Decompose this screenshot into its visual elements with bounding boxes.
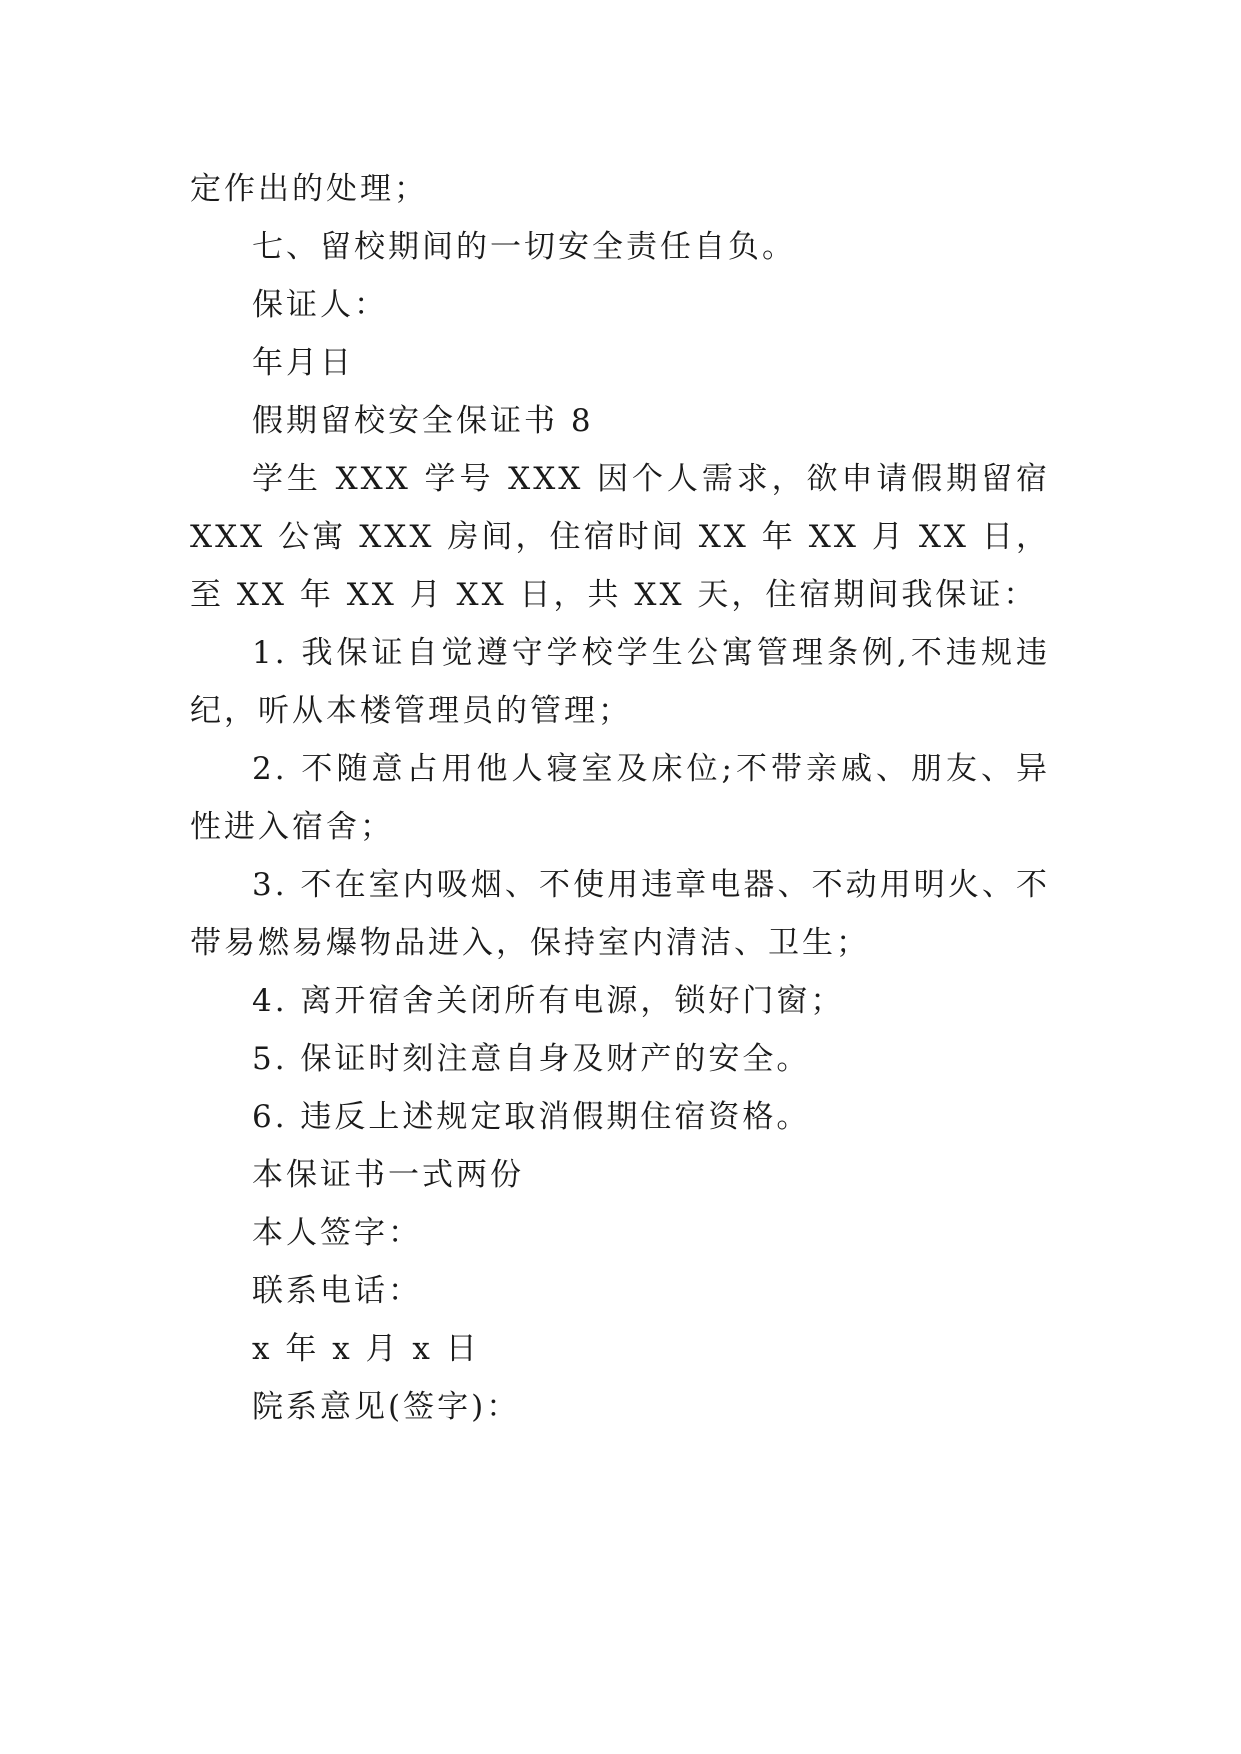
document-body <box>190 160 1050 1436</box>
paragraph-rule-seven: 七、留校期间的一切安全责任自负。 <box>252 229 796 265</box>
paragraph-item-2: 2. 不随意占用他人寝室及床位;不带亲戚、朋友、异性进入宿舍； <box>190 751 1050 845</box>
guarantor-label: 保证人： <box>252 287 388 323</box>
paragraph-application: 学生 XXX 学号 XXX 因个人需求，欲申请假期留宿 XXX 公寓 XXX 房间，住宿时间 XX 年 XX 月 XX 日，至 XX 年 XX 月 XX 日，共 XX 天，住宿期间我保证： <box>190 461 1050 613</box>
paragraph-handling-end: 定作出的处理； <box>190 171 428 207</box>
paragraph-item-4: 4. 离开宿舍关闭所有电源，锁好门窗； <box>252 983 845 1019</box>
paragraph-item-3: 3. 不在室内吸烟、不使用违章电器、不动用明火、不带易燃易爆物品进入，保持室内清洁、卫生； <box>190 867 1050 961</box>
department-opinion-label: 院系意见(签字)： <box>252 1389 521 1425</box>
document-section-title: 假期留校安全保证书 8 <box>252 403 594 439</box>
paragraph-item-1: 1. 我保证自觉遵守学校学生公寓管理条例,不违规违纪，听从本楼管理员的管理； <box>190 635 1050 729</box>
phone-label: 联系电话： <box>252 1273 422 1309</box>
signature-label: 本人签字： <box>252 1215 422 1251</box>
paragraph-item-6: 6. 违反上述规定取消假期住宿资格。 <box>252 1099 811 1135</box>
copies-note: 本保证书一式两份 <box>252 1157 524 1193</box>
date-label: 年月日 <box>252 345 354 381</box>
paragraph-item-5: 5. 保证时刻注意自身及财产的安全。 <box>252 1041 811 1077</box>
signed-date: x 年 x 月 x 日 <box>252 1331 480 1367</box>
